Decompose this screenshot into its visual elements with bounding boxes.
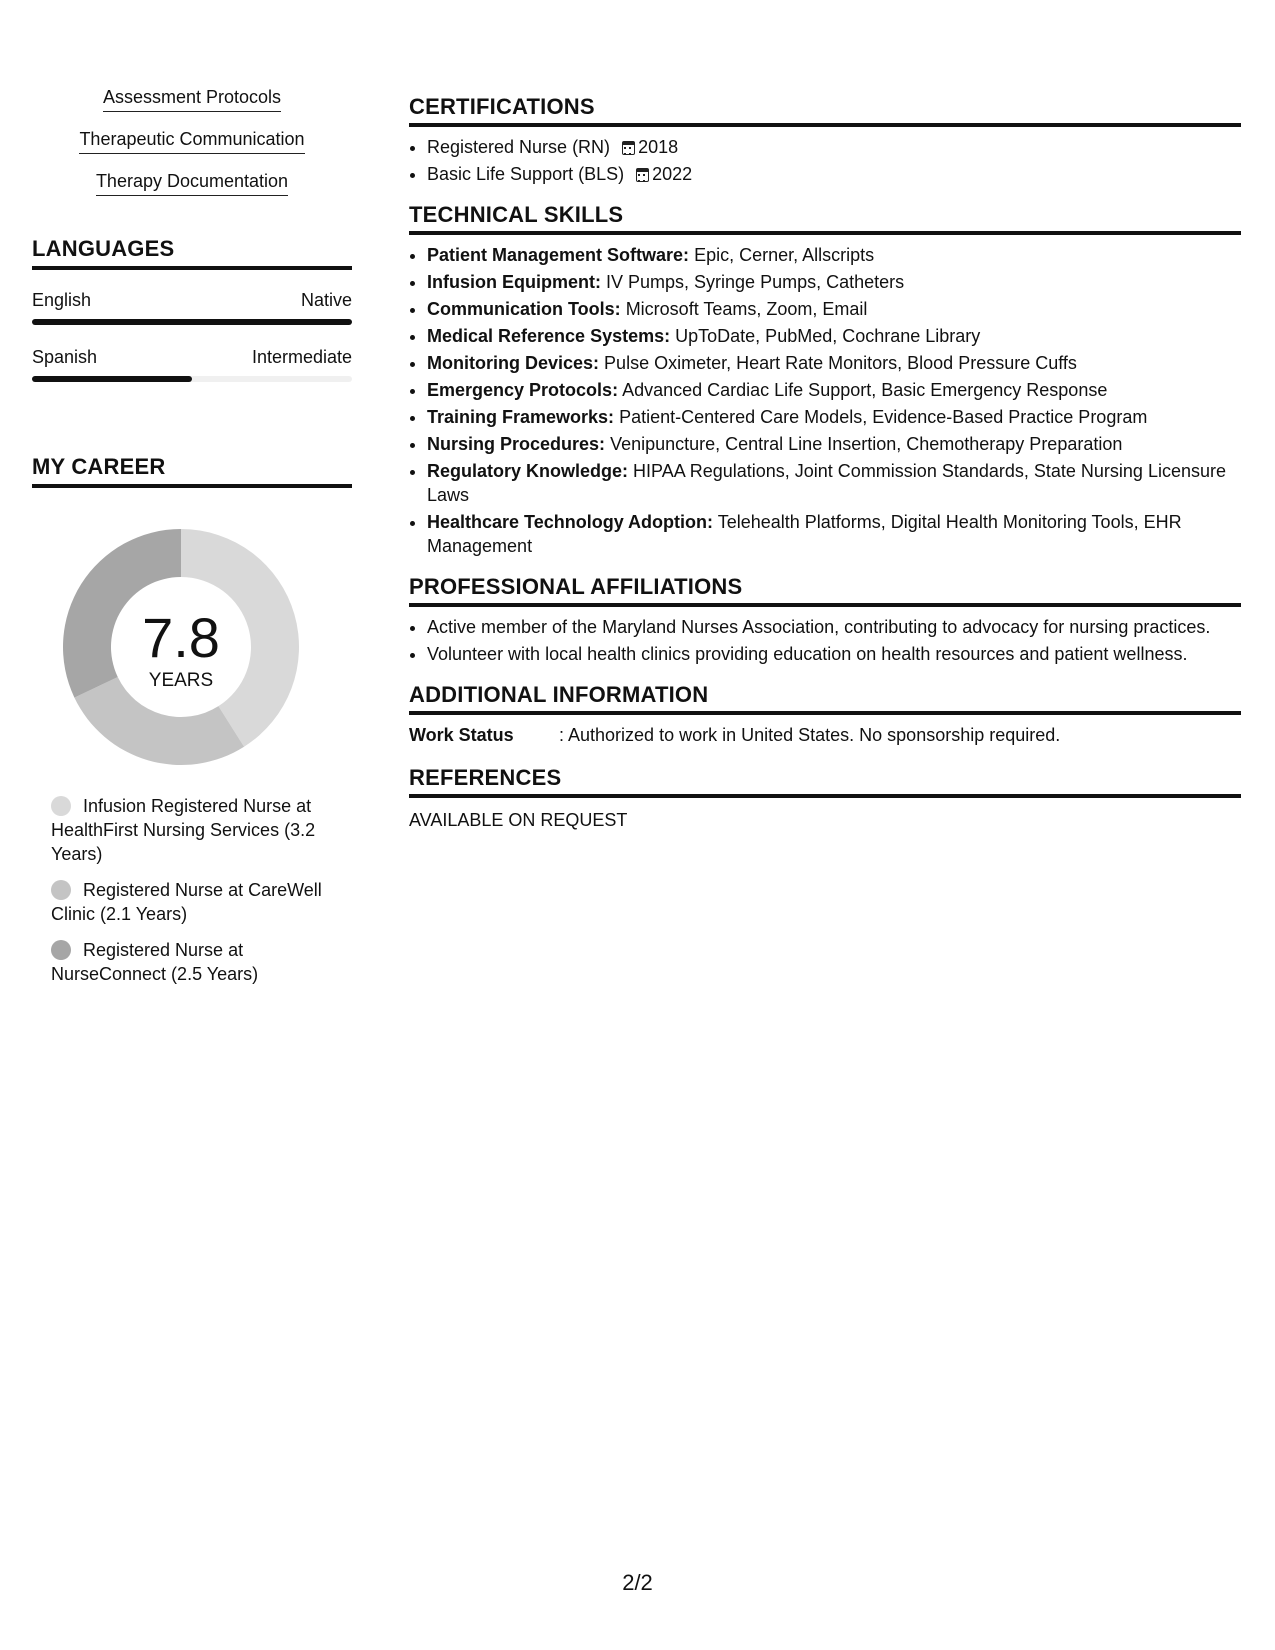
skill-label: Training Frameworks: xyxy=(427,407,615,427)
skill-label: Infusion Equipment: xyxy=(427,272,601,292)
skill-item xyxy=(427,432,1241,456)
skill-link[interactable]: Therapeutic Communication xyxy=(79,128,304,154)
skill-label: Monitoring Devices: xyxy=(427,353,600,373)
right-column xyxy=(409,94,1241,832)
legend-label: Registered Nurse at CareWell Clinic (2.1 Years) xyxy=(51,880,322,924)
skill-label: Medical Reference Systems: xyxy=(427,326,671,346)
language-name: English xyxy=(32,290,92,310)
skill-item xyxy=(427,297,1241,321)
left-column xyxy=(32,86,352,998)
language-bar xyxy=(32,319,352,325)
page-number: 2/2 xyxy=(622,1570,653,1595)
career-section xyxy=(32,454,352,986)
certifications-section xyxy=(409,94,1241,186)
technical-skills-list xyxy=(409,243,1241,558)
language-level: Native xyxy=(300,290,352,310)
additional-info-section xyxy=(409,682,1241,747)
work-status-key: Work Status xyxy=(409,725,514,745)
skills-links xyxy=(32,86,352,196)
certifications-title: CERTIFICATIONS xyxy=(409,94,1241,127)
skill-value: IV Pumps, Syringe Pumps, Catheters xyxy=(606,272,905,292)
career-legend xyxy=(51,794,341,986)
language-bar-fill xyxy=(32,376,192,382)
skill-value: UpToDate, PubMed, Cochrane Library xyxy=(675,326,981,346)
legend-item xyxy=(51,938,341,986)
skill-item xyxy=(427,351,1241,375)
skill-value: Patient-Centered Care Models, Evidence-Based Practice Program xyxy=(619,407,1148,427)
skill-label: Patient Management Software: xyxy=(427,245,690,265)
skill-item xyxy=(427,459,1241,507)
skill-link[interactable]: Therapy Documentation xyxy=(96,170,288,196)
technical-skills-section xyxy=(409,202,1241,558)
skill-item xyxy=(427,405,1241,429)
languages-title: LANGUAGES xyxy=(32,236,352,270)
language-bar-fill xyxy=(32,319,352,325)
certification-item xyxy=(427,135,1241,159)
technical-skills-title: TECHNICAL SKILLS xyxy=(409,202,1241,235)
languages-section xyxy=(32,236,352,382)
language-name: Spanish xyxy=(32,347,98,367)
skill-label: Regulatory Knowledge: xyxy=(427,461,629,481)
legend-item xyxy=(51,794,341,866)
certification-year: 2022 xyxy=(652,164,693,184)
skill-item xyxy=(427,324,1241,348)
career-total-years: 7.8 xyxy=(142,606,220,669)
legend-swatch xyxy=(51,796,71,816)
work-status-row xyxy=(409,723,1241,747)
certification-year: 2018 xyxy=(638,137,679,157)
language-bar xyxy=(32,376,352,382)
skill-value: Pulse Oximeter, Heart Rate Monitors, Blood Pressure Cuffs xyxy=(604,353,1077,373)
skill-value: Epic, Cerner, Allscripts xyxy=(694,245,875,265)
skill-item xyxy=(427,270,1241,294)
affiliations-title: PROFESSIONAL AFFILIATIONS xyxy=(409,574,1241,607)
skill-value: Advanced Cardiac Life Support, Basic Emergency Response xyxy=(622,380,1108,400)
certification-item xyxy=(427,162,1241,186)
skill-item xyxy=(427,243,1241,267)
legend-swatch xyxy=(51,880,71,900)
skill-item xyxy=(427,378,1241,402)
career-total-unit: YEARS xyxy=(148,670,214,691)
language-item xyxy=(32,347,352,382)
skill-value: Microsoft Teams, Zoom, Email xyxy=(625,299,868,319)
skill-label: Communication Tools: xyxy=(427,299,621,319)
affiliation-item: • Active member of the Maryland Nurses Association, contributing to advocacy for nursing practices. xyxy=(427,615,1241,639)
language-level: Intermediate xyxy=(251,347,352,367)
donut-center xyxy=(56,522,306,772)
work-status-value: : Authorized to work in United States. No sponsorship required. xyxy=(559,725,1061,745)
career-donut-chart xyxy=(56,522,306,772)
skill-item xyxy=(427,510,1241,558)
legend-item xyxy=(51,878,341,926)
language-item xyxy=(32,290,352,325)
calendar-icon xyxy=(636,168,649,182)
legend-label: Registered Nurse at NurseConnect (2.5 Years) xyxy=(51,940,259,984)
certifications-list xyxy=(409,135,1241,186)
skill-value: HIPAA Regulations, Joint Commission Standards, State Nursing Licensure Laws xyxy=(427,461,1226,505)
skill-label: Healthcare Technology Adoption: xyxy=(427,512,714,532)
legend-label: Infusion Registered Nurse at HealthFirst Nursing Services (3.2 Years) xyxy=(51,796,316,864)
career-title: MY CAREER xyxy=(32,454,352,488)
certification-name: Basic Life Support (BLS) xyxy=(427,164,625,184)
affiliation-item: • Volunteer with local health clinics providing education on health resources and patient wellness. xyxy=(427,642,1241,666)
skill-value: Venipuncture, Central Line Insertion, Chemotherapy Preparation xyxy=(610,434,1123,454)
legend-swatch xyxy=(51,940,71,960)
references-text: AVAILABLE ON REQUEST xyxy=(409,810,628,830)
certification-name: Registered Nurse (RN) xyxy=(427,137,611,157)
references-section xyxy=(409,765,1241,832)
calendar-icon xyxy=(622,141,635,155)
affiliations-list xyxy=(409,615,1241,666)
skill-label: Nursing Procedures: xyxy=(427,434,606,454)
affiliations-section xyxy=(409,574,1241,666)
skill-label: Emergency Protocols: xyxy=(427,380,619,400)
additional-info-title: ADDITIONAL INFORMATION xyxy=(409,682,1241,715)
skill-value: Telehealth Platforms, Digital Health Monitoring Tools, EHR Management xyxy=(427,512,1182,556)
references-title: REFERENCES xyxy=(409,765,1241,798)
skill-link[interactable]: Assessment Protocols xyxy=(103,86,281,112)
